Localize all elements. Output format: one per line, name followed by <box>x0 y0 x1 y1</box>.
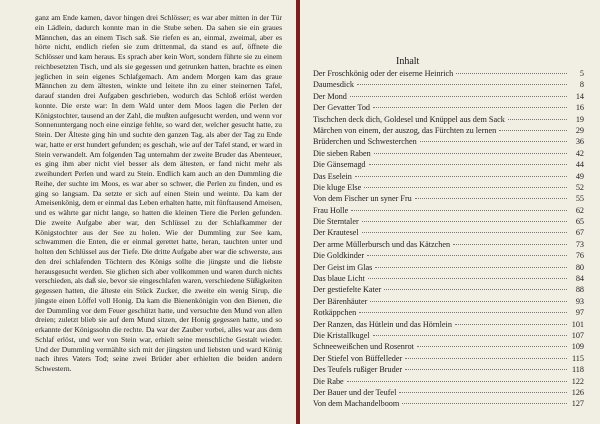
toc-leader-dots <box>375 267 567 268</box>
toc-entry <box>313 240 584 251</box>
toc-leader-dots <box>359 312 567 313</box>
toc-leader-dots <box>402 403 567 404</box>
toc-entry-title: Der Geist im Glas <box>313 262 373 272</box>
toc-entry <box>313 331 584 342</box>
toc-leader-dots <box>415 198 567 199</box>
toc-entry-page: 36 <box>575 137 584 147</box>
toc-entry-title: Von dem Fischer un syner Fru <box>313 194 412 204</box>
toc-entry-page: 109 <box>571 342 584 352</box>
toc-entry-title: Rotkäppchen <box>313 308 357 318</box>
toc-entry-page: 55 <box>575 194 584 204</box>
toc-entry <box>313 172 584 183</box>
toc-entry-title: Die Kristallkugel <box>313 330 370 340</box>
toc-leader-dots <box>355 176 567 177</box>
toc-entry <box>313 377 584 388</box>
toc-entry-title: Der Bärenhäuter <box>313 296 368 306</box>
toc-leader-dots <box>362 232 567 233</box>
toc-entry-page: 127 <box>571 399 584 409</box>
toc-leader-dots <box>508 119 567 120</box>
toc-entry-title: Der arme Müllerbursch und das Kätzchen <box>313 239 451 249</box>
toc-leader-dots <box>417 346 567 347</box>
toc-entry-title: Des Teufels rußiger Bruder <box>313 365 403 375</box>
toc-entry-page: 52 <box>575 182 584 192</box>
toc-entry-title: Der Stiefel von Büffelleder <box>313 353 403 363</box>
toc-entry <box>313 160 584 171</box>
toc-entry-title: Der gestiefelte Kater <box>313 285 382 295</box>
toc-entry-page: 88 <box>575 285 584 295</box>
toc-leader-dots <box>368 278 567 279</box>
toc-entry <box>313 126 584 137</box>
toc-entry <box>313 399 584 410</box>
toc-leader-dots <box>499 130 567 131</box>
toc-leader-dots <box>374 153 567 154</box>
toc-entry <box>313 251 584 262</box>
toc-leader-dots <box>420 141 567 142</box>
left-page <box>0 0 296 424</box>
toc-entry <box>313 92 584 103</box>
toc-leader-dots <box>456 73 567 74</box>
toc-leader-dots <box>405 369 567 370</box>
toc-entry <box>313 228 584 239</box>
toc-entry-title: Der Mond <box>313 91 347 101</box>
toc-entry-page: 14 <box>575 91 584 101</box>
toc-entry-title: Tischchen deck dich, Goldesel und Knüppel aus dem Sack <box>313 114 505 124</box>
toc-entry-title: Die Goldkinder <box>313 251 365 261</box>
toc-entry-page: 122 <box>571 376 584 386</box>
toc-entry <box>313 137 584 148</box>
toc-entry-page: 67 <box>575 228 584 238</box>
toc-entry-page: 65 <box>575 217 584 227</box>
toc-leader-dots <box>370 301 567 302</box>
toc-leader-dots <box>373 335 567 336</box>
toc-entry-page: 44 <box>575 160 584 170</box>
toc-entry <box>313 194 584 205</box>
toc-entry-page: 97 <box>575 308 584 318</box>
toc-entry <box>313 183 584 194</box>
toc-entry-title: Die Gänsemagd <box>313 160 366 170</box>
toc-entry <box>313 365 584 376</box>
toc-leader-dots <box>384 289 567 290</box>
toc-entry-page: 115 <box>572 353 584 363</box>
toc-entry <box>313 149 584 160</box>
toc-entry-title: Das blaue Licht <box>313 274 365 284</box>
toc-entry <box>313 80 584 91</box>
toc-entry-page: 93 <box>575 296 584 306</box>
toc-entry-page: 49 <box>575 171 584 181</box>
toc-entry-page: 16 <box>575 103 584 113</box>
toc-leader-dots <box>367 255 567 256</box>
toc-entry <box>313 263 584 274</box>
toc-entry <box>313 69 584 80</box>
toc-entry-page: 42 <box>575 148 584 158</box>
toc-entry-title: Daumesdick <box>313 80 354 90</box>
toc-entry-title: Märchen von einem, der auszog, das Fürchten zu lernen <box>313 125 497 135</box>
toc-entry <box>313 354 584 365</box>
toc-leader-dots <box>350 96 567 97</box>
toc-entry-title: Von dem Machandelboom <box>313 399 400 409</box>
toc-entry-title: Der Gevatter Tod <box>313 103 371 113</box>
toc-entry-page: 5 <box>579 69 584 78</box>
toc-leader-dots <box>405 358 567 359</box>
table-of-contents <box>313 69 584 411</box>
toc-entry-page: 76 <box>575 251 584 261</box>
toc-entry-page: 19 <box>575 114 584 124</box>
toc-entry-page: 118 <box>572 365 584 375</box>
toc-entry-title: Der Ranzen, das Hütlein und das Hörnlein <box>313 319 452 329</box>
toc-entry-title: Die sieben Raben <box>313 148 371 158</box>
toc-entry-title: Das Eselein <box>313 171 352 181</box>
toc-entry-title: Der Froschkönig oder der eiserne Heinrich <box>313 69 454 78</box>
toc-entry <box>313 285 584 296</box>
toc-entry <box>313 297 584 308</box>
toc-entry-title: Frau Holle <box>313 205 349 215</box>
toc-entry <box>313 115 584 126</box>
toc-leader-dots <box>362 221 567 222</box>
toc-leader-dots <box>373 107 567 108</box>
toc-entry-page: 107 <box>571 330 584 340</box>
toc-leader-dots <box>453 244 567 245</box>
toc-entry <box>313 274 584 285</box>
toc-leader-dots <box>369 164 567 165</box>
toc-entry-title: Der Bauer und der Teufel <box>313 387 397 397</box>
toc-title: Inhalt <box>396 56 420 67</box>
toc-leader-dots <box>351 210 567 211</box>
toc-entry-page: 8 <box>579 80 584 90</box>
toc-entry <box>313 217 584 228</box>
toc-entry-title: Die Rabe <box>313 376 344 386</box>
toc-entry-page: 101 <box>571 319 584 329</box>
toc-leader-dots <box>357 84 567 85</box>
toc-entry-title: Die Sterntaler <box>313 217 359 227</box>
toc-leader-dots <box>455 324 567 325</box>
toc-entry-title: Brüderchen und Schwesterchen <box>313 137 417 147</box>
toc-entry <box>313 342 584 353</box>
toc-entry-page: 73 <box>575 239 584 249</box>
toc-entry <box>313 308 584 319</box>
toc-leader-dots <box>364 187 567 188</box>
toc-leader-dots <box>347 381 567 382</box>
story-text: ganz am Ende kamen, davor hingen drei Schlösser; es war aber mitten in der Tür ein Lädlein, dadurch konnte man in die Stube sehen. Da sahen sie ein graues Männchen, das an einem Tisch saß. Sie riefen es an, einmal, zweimal, aber es hörte nicht, endlich riefen sie zum drittenmal, da stand es auf, öffnete die Schlösser und kam heraus. Es sprach aber kein Wort, sondern führte sie zu einem reichbesetzten Tisch, und als sie gegessen und getrunken hatten, brachte es einen jeglichen in sein eigenes Schlafgemach. Am andern Morgen kam das graue Männchen zu dem ältesten, winkte und leitete ihn zu einer steinernen Tafel, darauf standen drei Aufgaben geschrieben, wodurch das Schloß erlöst werden konnte. Die erste war: In dem Wald unter dem Moos lagen die Perlen der Königstochter, tausend an der Zahl, die mußten aufgesucht werden, und wenn vor Sonnenuntergang noch eine einzige fehlte, so ward der, welcher gesucht hatte, zu Stein. Der Älteste ging hin und suchte den ganzen Tag, als aber der Tag zu Ende war, hatte er erst hundert gefunden; es geschah, wie auf der Tafel stand, er ward in Stein verwandelt. Am folgenden Tag unternahm der zweite Bruder das Abenteuer, es ging ihm aber nicht viel besser als dem ältesten, er fand nicht mehr als zweihundert Perlen und ward zu Stein. Endlich kam auch an den Dummling die Reihe, der suchte im Moos, es war aber so schwer, die Perlen zu finden, und es ging so langsam. Da setzte er sich auf einen Stein und weinte. Da kam der Ameisenkönig, dem er einmal das Leben erhalten hatte, mit fünftausend Ameisen, und es währte gar nicht lange, so hatten die kleinen Tiere die Perlen gefunden. Die zweite Aufgabe aber war, den Schlüssel zu der Schlafkammer der Königstochter aus der See zu holen. Wie der Dummling zur See kam, schwammen die Enten, die er einmal gerettet hatte, heran, tauchten unter und holten den Schlüssel aus der Tiefe. Die dritte Aufgabe aber war die schwerste, aus den drei schlafenden Töchtern des Königs sollte die jüngste und die liebste herausgesucht werden. Sie glichen sich aber vollkommen und waren durch nichts verschieden, als daß sie, bevor sie eingeschlafen waren, verschiedene Süßigkeiten gegessen hatten, die älteste ein Stück Zucker, die zweite ein wenig Sirup, die jüngste einen Löffel voll Honig. Da kam die Bienenkönigin von den Bienen, die der Dummling vor dem Feuer geschützt hatte, und versuchte den Mund von allen dreien; zuletzt blieb sie auf dem Mund sitzen, der Honig gegessen hatte, und so erkannte der Königssohn die rechte. Da war der Zauber vorbei, alles war aus dem Schlaf erlöst, und wer von Stein war, erhielt seine menschliche Gestalt wieder. Und der Dummling vermählte sich mit der jüngsten und liebsten und ward König nach ihres Vaters Tod; seine zwei Brüder aber erhielten die beiden andern Schwestern. <box>35 13 282 373</box>
toc-entry-page: 84 <box>575 274 584 284</box>
toc-leader-dots <box>399 392 567 393</box>
toc-entry-page: 29 <box>575 125 584 135</box>
toc-entry-title: Schneeweißchen und Rosenrot <box>313 342 414 352</box>
toc-entry <box>313 103 584 114</box>
toc-entry-page: 126 <box>571 387 584 397</box>
toc-entry <box>313 320 584 331</box>
toc-entry-title: Die kluge Else <box>313 182 362 192</box>
toc-entry-page: 62 <box>575 205 584 215</box>
toc-entry-title: Der Krautesel <box>313 228 359 238</box>
toc-entry <box>313 388 584 399</box>
toc-entry <box>313 206 584 217</box>
toc-entry-page: 80 <box>575 262 584 272</box>
